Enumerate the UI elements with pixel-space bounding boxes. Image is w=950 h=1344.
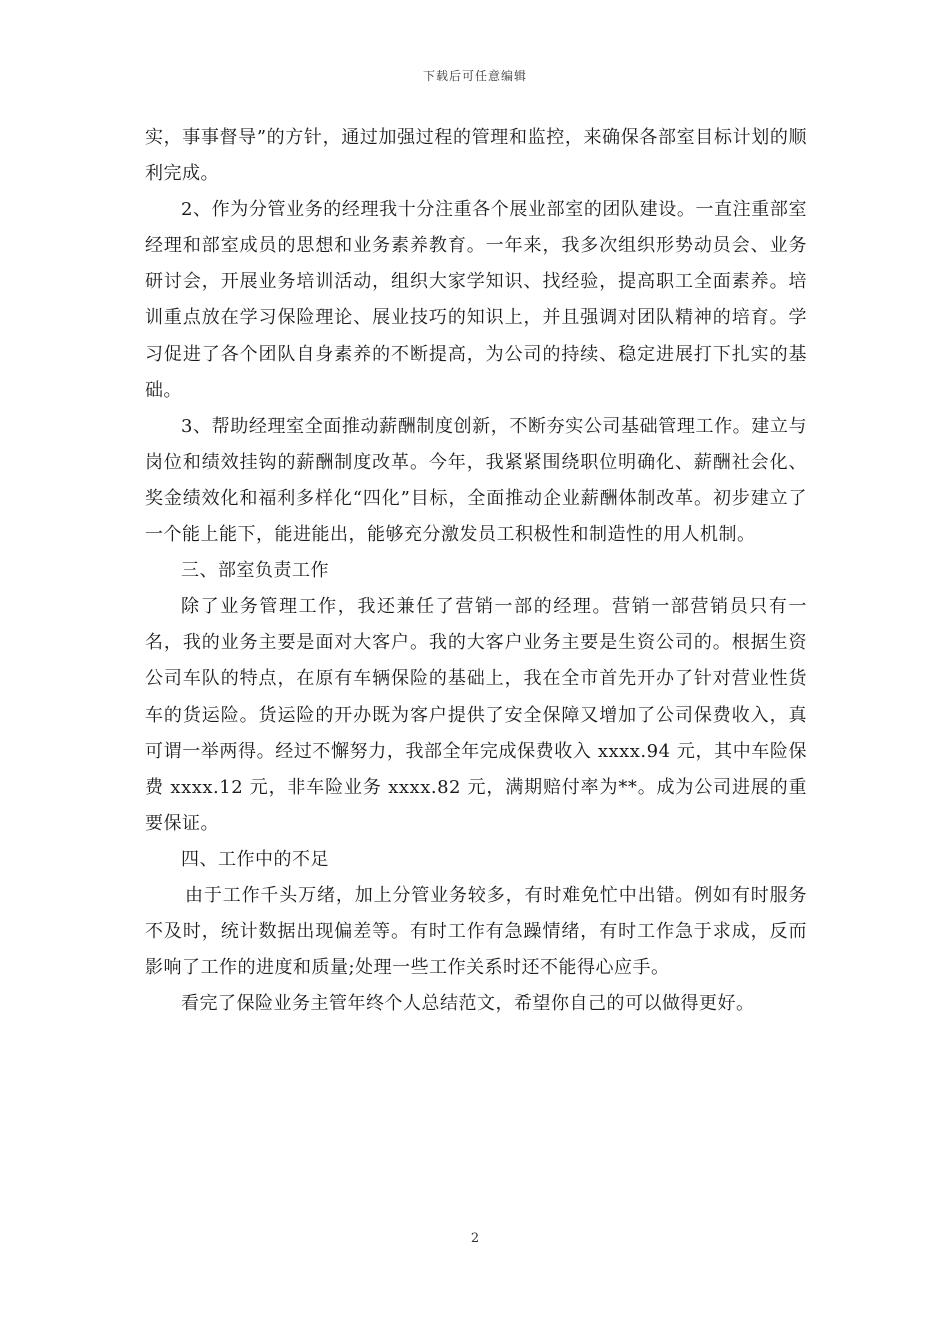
paragraph-continuation: 实，事事督导”的方针，通过加强过程的管理和监控，来确保各部室目标计划的顺利完成。	[145, 127, 807, 185]
section-heading-department-work: 三、部室负责工作	[181, 560, 329, 582]
document-body	[145, 120, 807, 1022]
paragraph-team-building: 2、作为分管业务的经理我十分注重各个展业部室的团队建设。一直注重部室经理和部室成员的思想和业务素养教育。一年来，我多次组织形势动员会、业务研讨会，开展业务培训活动，组织大家学知识、找经验，提高职工全面素养。培训重点放在学习保险理论、展业技巧的知识上，并且强调对团队精神的培育。学习促进了各个团队自身素养的不断提高，为公司的持续、稳定进展打下扎实的基础。	[145, 199, 807, 401]
paragraph-shortcomings: 由于工作千头万绪，加上分管业务较多，有时难免忙中出错。例如有时服务不及时，统计数据出现偏差等。有时工作有急躁情绪，有时工作急于求成，反而影响了工作的进度和质量;处理一些工作关系时还不能得心应手。	[145, 884, 807, 979]
paragraph-salary-reform: 3、帮助经理室全面推动薪酬制度创新，不断夯实公司基础管理工作。建立与岗位和绩效挂钩的薪酬制度改革。今年，我紧紧围绕职位明确化、薪酬社会化、奖金绩效化和福利多样化“四化”目标，全面推动企业薪酬体制改革。初步建立了一个能上能下，能进能出，能够充分激发员工积极性和制造性的用人机制。	[145, 415, 807, 546]
paragraph-closing: 看完了保险业务主管年终个人总结范文，希望你自己的可以做得更好。	[181, 993, 755, 1015]
paragraph-department-work: 除了业务管理工作，我还兼任了营销一部的经理。营销一部营销员只有一名，我的业务主要是面对大客户。我的大客户业务主要是生资公司的。根据生资公司车队的特点，在原有车辆保险的基础上，我在全市首先开办了针对营业性货车的货运险。货运险的开办既为客户提供了安全保障又增加了公司保费收入，真可谓一举两得。经过不懈努力，我部全年完成保费收入 xxxx.94 元，其中车险保费 xxxx.12 元，非车险业务 xxxx.82 元，满期赔付率为**。成为公司进展的重要保证。	[145, 596, 807, 834]
page-number: 2	[470, 1231, 480, 1246]
page-header-note: 下载后可任意编辑	[422, 69, 527, 83]
section-heading-shortcomings: 四、工作中的不足	[181, 848, 329, 870]
